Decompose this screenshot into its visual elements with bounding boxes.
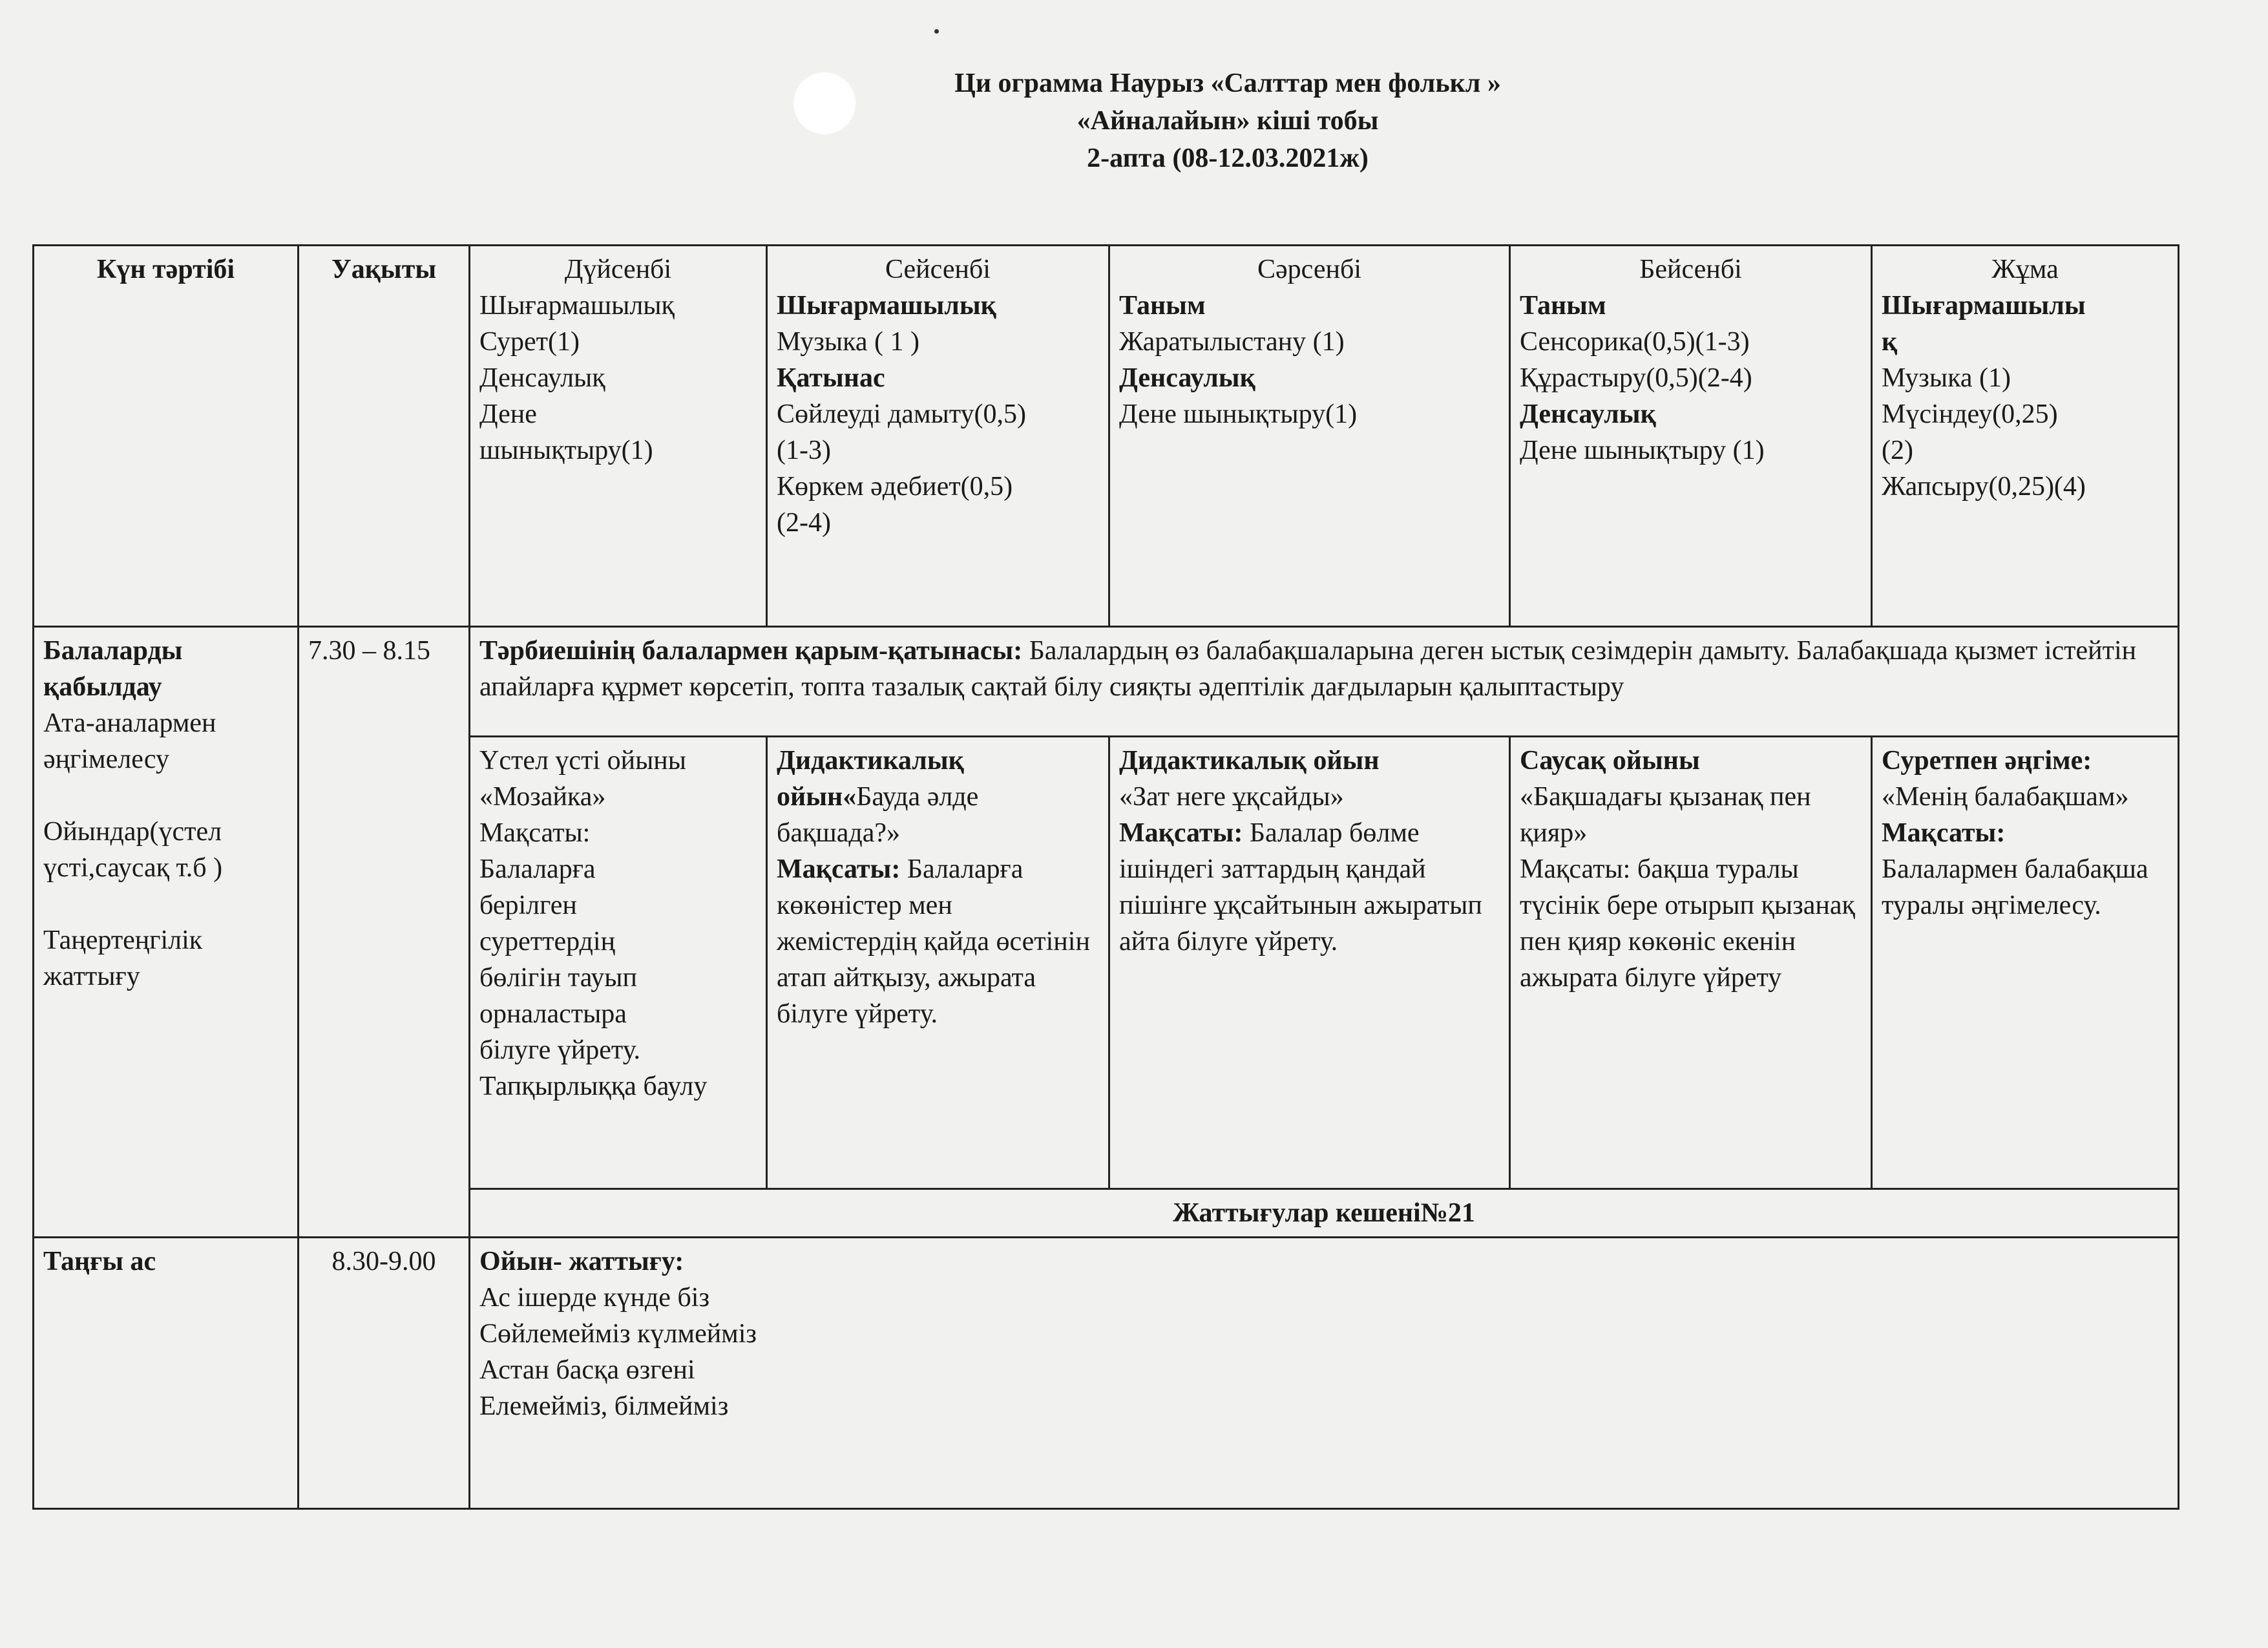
document-title [0,65,2268,177]
verse-line: Астан басқа өзгені [479,1355,695,1385]
header-thursday [1510,246,1872,627]
thursday-game-name: «Бақшадағы қызанақ пен қияр» [1520,782,1811,848]
friday-line: қ [1882,327,1898,357]
tuesday-line: (2-4) [777,508,831,538]
friday-line: (2) [1882,436,1913,465]
monday-game-line: Балаларға [479,854,596,884]
communication-label: Тәрбиешінің балалармен қарым-қатынасы: [479,636,1023,666]
spacer [43,886,288,922]
reception-regime-line: Таңертеңгілік жаттығу [43,925,203,991]
wednesday-game-name: «Зат неге ұқсайды» [1119,782,1344,812]
monday-line: Дене [479,399,537,429]
communication-text: Балалардың өз балабақшаларына деген ыстық сезімдерін дамыту. Балабақшада қызмет істейтін апайларға құрмет көрсетіп, топта тазалық сақтай білу сияқты әдептілік дағдыларын қалыптастыру [479,636,2137,702]
schedule-table [32,244,2178,1499]
day-thursday: Бейсенбі [1639,255,1742,284]
thursday-game-title: Саусақ ойыны [1520,746,1700,776]
reception-row [34,627,2179,737]
header-tuesday [767,246,1109,627]
exercise-complex: Жаттығулар кешені№21 [470,1189,2179,1238]
tuesday-goal-label: Мақсаты: [777,854,901,884]
breakfast-regime: Таңғы ас [34,1238,299,1509]
friday-goal-text: Балалармен балабақша туралы әңгімелесу. [1882,854,2148,920]
tuesday-line: Шығармашылық [777,291,996,321]
verse-line: Сөйлемейміз күлмейміз [479,1319,757,1349]
friday-line: Музыка (1) [1882,363,2011,393]
friday-line: Шығармашылы [1882,291,2086,321]
header-wednesday [1109,246,1510,627]
ink-speck [934,29,939,34]
wednesday-game-title: Дидактикалық ойын [1119,746,1380,776]
monday-line: Шығармашылық [479,291,675,321]
day-friday: Жұма [1991,255,2059,284]
reception-regime-line: Ата-аналармен әңгімелесу [43,708,216,774]
day-tuesday: Сейсенбі [885,255,991,284]
day-monday: Дүйсенбі [564,255,672,284]
friday-goal-label: Мақсаты: [1882,818,2006,848]
header-regime: Күн тәртібі [34,246,299,627]
reception-regime-line: Ойындар(үстел үсті,саусақ т.б ) [43,817,223,883]
wednesday-goal-label: Мақсаты: [1119,818,1243,848]
monday-game-line: бөлігін тауып [479,963,637,993]
breakfast-content [470,1238,2179,1509]
thursday-goal-text: Мақсаты: бақша туралы түсінік бере отырып қызанақ пен қияр көкөніс екенін ажырата білуге үйрету [1520,854,1855,993]
tuesday-goal-text: Балаларға көкөністер мен жемістердің қайда өсетінін атап айтқызу, ажырата білуге үйрету. [777,854,1090,1029]
day-wednesday: Сәрсенбі [1257,255,1361,284]
reception-regime-cell [34,627,299,1238]
wednesday-line: Денсаулық [1119,363,1255,393]
games-monday [470,737,767,1189]
verse-line: Елемейміз, білмейміз [479,1391,729,1421]
reception-time: 7.30 – 8.15 [299,627,470,1238]
friday-line: Мүсіндеу(0,25) [1882,399,2058,429]
title-line-2: «Айналайын» кіші тобы [1076,106,1379,136]
monday-game-line: Тапқырлыққа баулу [479,1072,708,1101]
tuesday-line: (1-3) [777,436,831,465]
wednesday-goal-text: Балалар бөлме ішіндегі заттардың қандай пішінге ұқсайтынын ажыратып айта білуге үйрету. [1119,818,1482,956]
header-monday [470,246,767,627]
friday-line: Жапсыру(0,25)(4) [1882,472,2086,502]
thursday-line: Құрастыру(0,5)(2-4) [1520,363,1752,393]
monday-game-line: орналастыра [479,999,627,1029]
header-time: Уақыты [299,246,470,627]
monday-game-line: суреттердің [479,927,616,956]
friday-game-name: «Менің балабақшам» [1882,782,2129,812]
tuesday-line: Қатынас [777,363,885,393]
wednesday-line: Дене шынықтыру(1) [1119,399,1358,429]
wednesday-goal [1119,815,1500,960]
wednesday-line: Жаратылыстану (1) [1119,327,1345,357]
spacer [43,777,288,814]
monday-line: шынықтыру(1) [479,436,653,465]
monday-game-line: білуге үйрету. [479,1035,641,1065]
title-line-3: 2-апта (08-12.03.2021ж) [1087,143,1369,173]
breakfast-time: 8.30-9.00 [299,1238,470,1509]
tuesday-line: Музыка ( 1 ) [777,327,919,357]
reception-title: Балаларды қабылдау [43,636,183,702]
monday-line: Денсаулық [479,363,605,393]
verse-line: Ас ішерде күнде біз [479,1283,710,1313]
punch-hole [793,72,856,134]
thursday-line: Таным [1520,291,1606,321]
title-line-1: Ци ограмма Наурыз «Салттар мен фолькл » [954,69,1501,98]
tuesday-line: Көркем әдебиет(0,5) [777,472,1013,502]
monday-game-line: берілген [479,891,577,920]
thursday-line: Денсаулық [1520,399,1656,429]
friday-game-title: Суретпен әңгіме: [1882,746,2092,776]
thursday-line: Сенсорика(0,5)(1-3) [1520,327,1750,357]
game-exercise-label: Ойын- жаттығу: [479,1247,684,1276]
breakfast-row [34,1238,2179,1509]
tuesday-game-title: Дидактикалық ойын« [777,746,964,812]
header-friday [1872,246,2179,627]
tuesday-goal [777,851,1099,1032]
games-tuesday [767,737,1109,1189]
wednesday-line: Таным [1119,291,1206,321]
games-friday [1872,737,2179,1189]
games-wednesday [1109,737,1510,1189]
communication-cell [470,627,2179,737]
monday-game-line: «Мозайка» [479,782,606,812]
tuesday-game-name: Бауда әлде бақшада?» [777,782,979,848]
monday-game-line: Үстел үсті ойыны [479,746,686,776]
thursday-line: Дене шынықтыру (1) [1520,436,1765,465]
tuesday-line: Сөйлеуді дамыту(0,5) [777,399,1027,429]
monday-game-line: Мақсаты: [479,818,591,848]
header-row [34,246,2179,627]
monday-line: Сурет(1) [479,327,580,357]
games-thursday [1510,737,1872,1189]
